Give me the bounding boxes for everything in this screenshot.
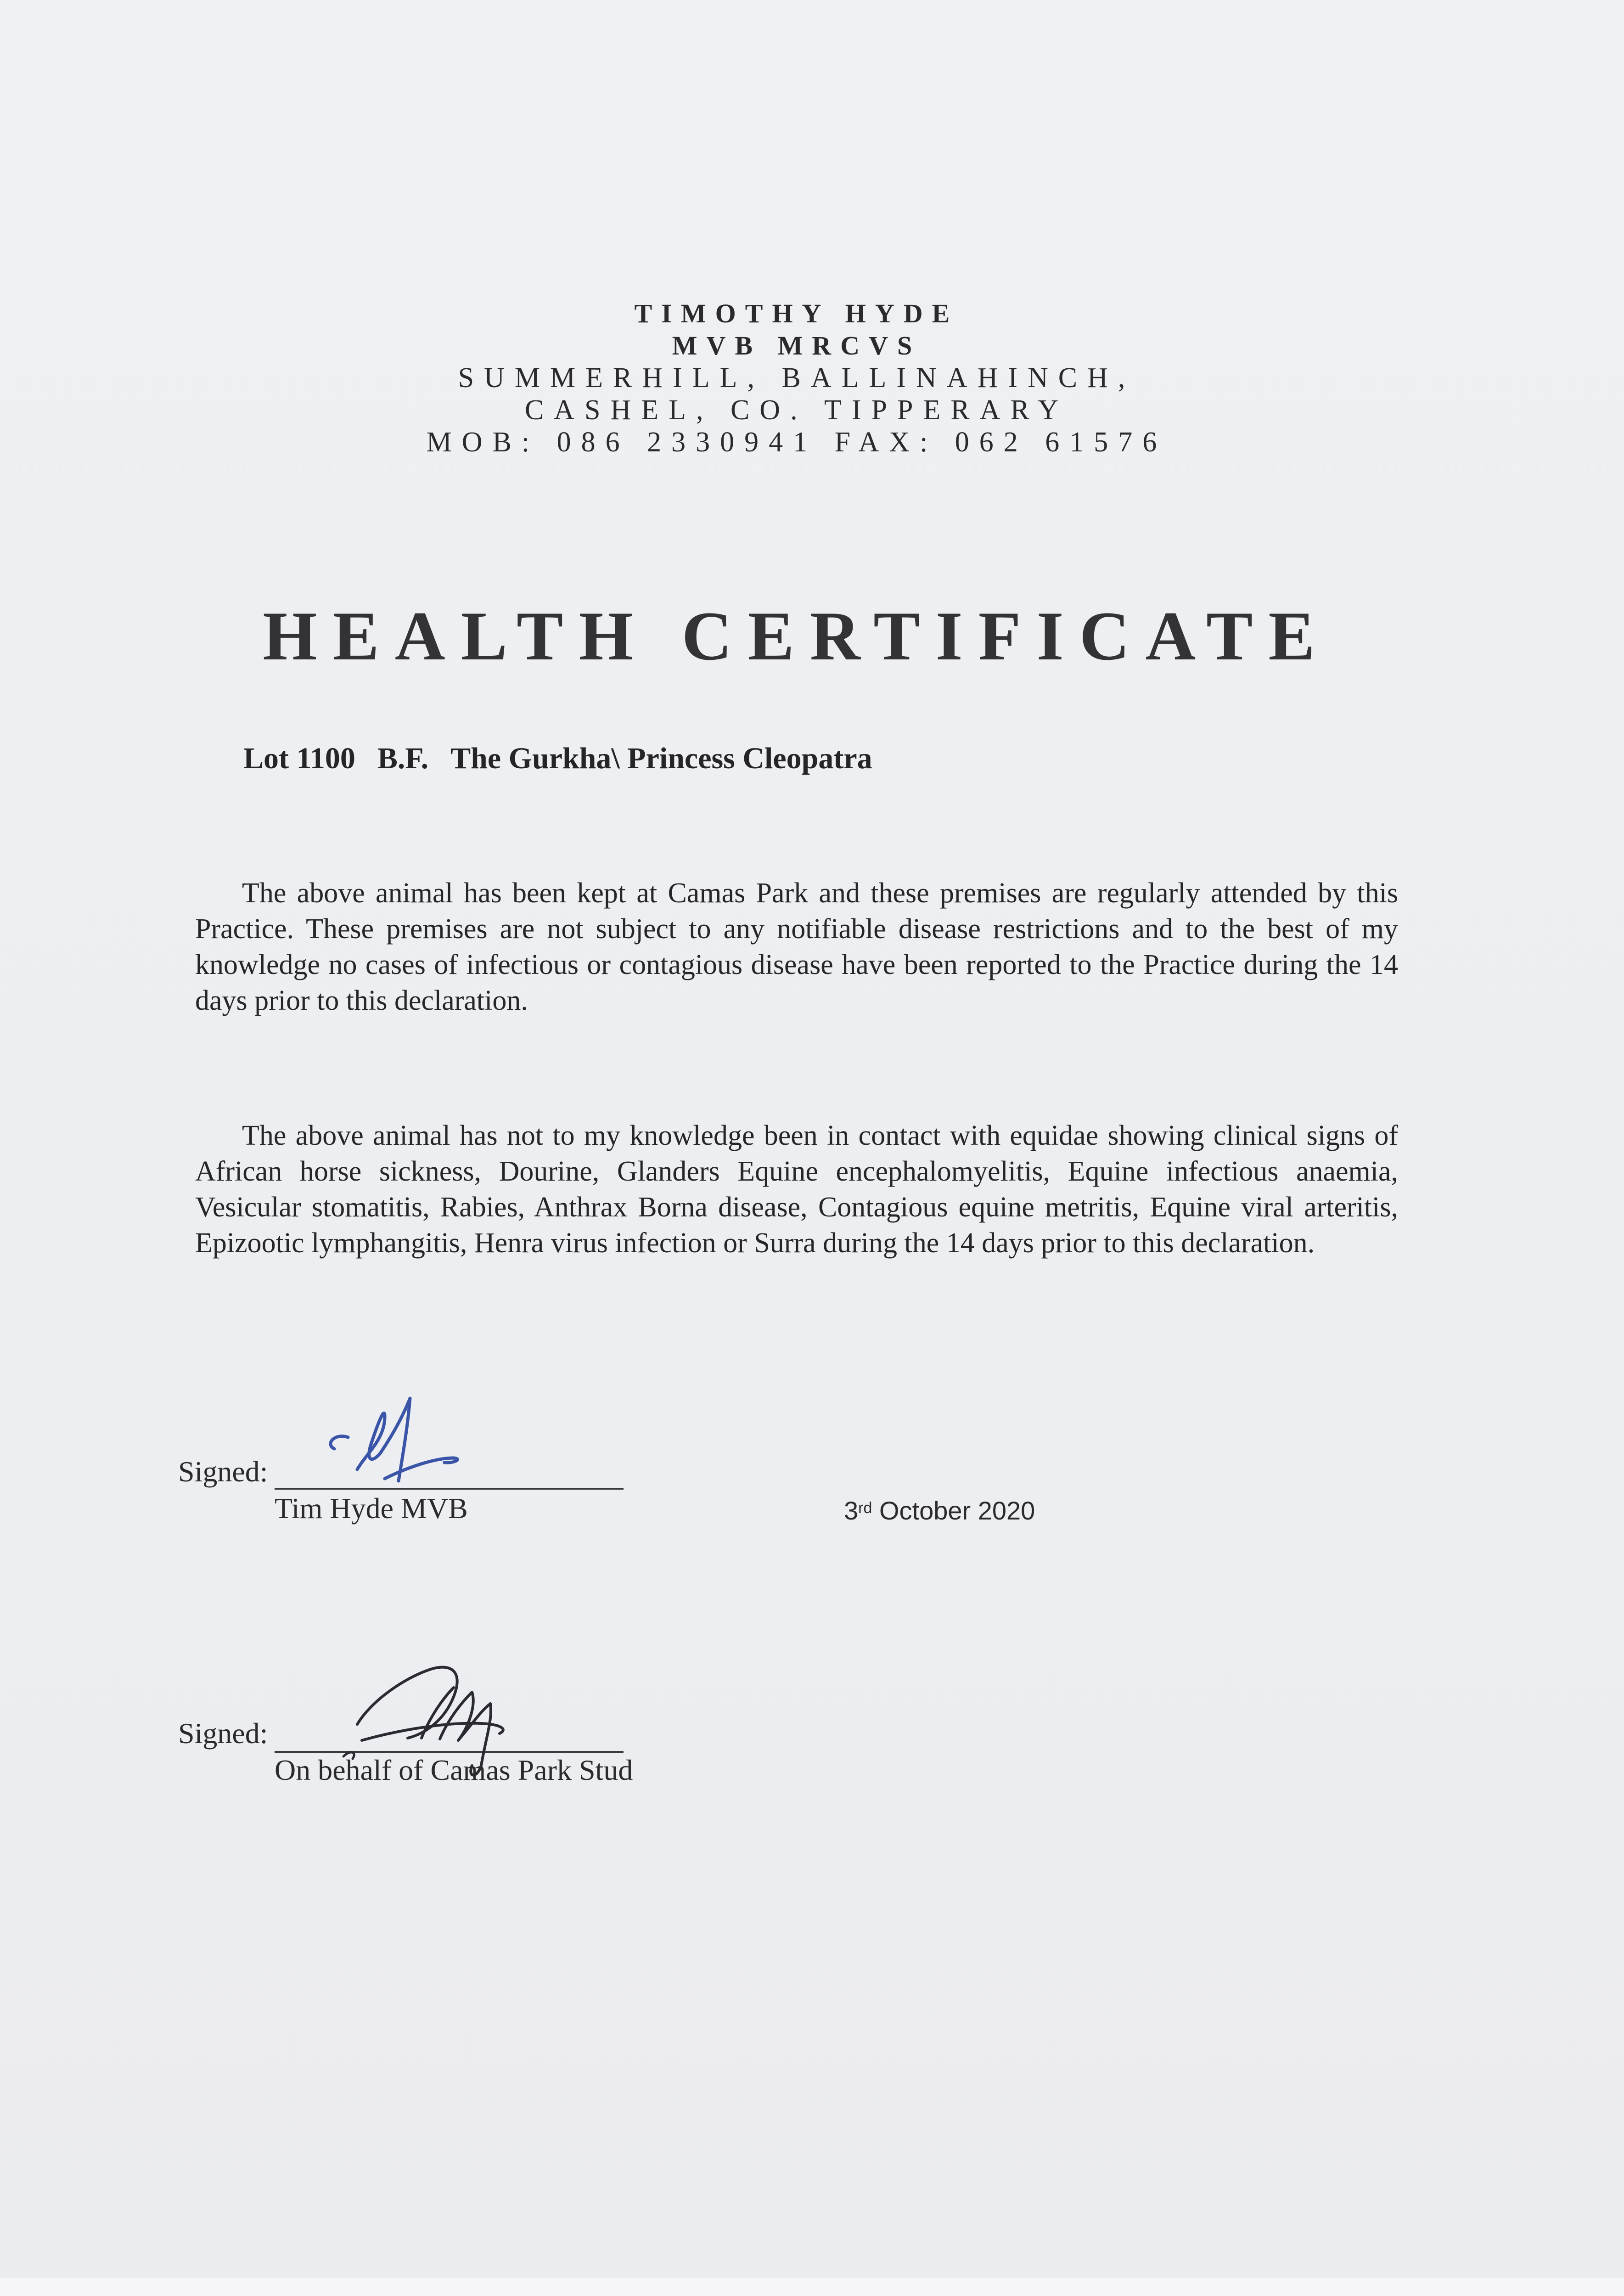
practitioner-qualifications: MVB MRCVS [672,331,922,360]
vet-name: Tim Hyde MVB [275,1492,468,1525]
contact-numbers: MOB: 086 2330941 FAX: 062 61576 [426,427,1167,458]
date-day: 3 [844,1496,859,1525]
lot-description: B.F. [377,742,429,775]
signed-label: Signed: [178,1455,268,1488]
lot-heading [243,740,894,777]
certificate-date [844,1495,1035,1527]
declaration-paragraph-1 [195,875,1398,1019]
lot-number: Lot 1100 [243,742,355,775]
date-suffix: rd [858,1499,872,1517]
address-line-2: CASHEL, CO. TIPPERARY [524,394,1069,426]
practitioner-name: TIMOTHY HYDE [634,298,959,328]
letterhead [0,298,1593,458]
signed-label: Signed: [178,1717,268,1750]
lot-pedigree: The Gurkha\ Princess Cleopatra [450,742,872,775]
stud-signer-name: On behalf of Camas Park Stud [275,1754,633,1786]
document-title: HEALTH CERTIFICATE [263,597,1331,675]
address-line-1: SUMMERHILL, BALLINAHINCH, [458,362,1135,394]
paragraph-2-text: The above animal has not to my knowledge been in contact with equidae showing clinical signs of African horse sickness, Dourine, Glanders Equine encephalomyelitis, Equine infectious anaemia, Vesicular stomatitis, Rabies, Anthrax Borna disease, Contagious equine metritis, Equine viral arteritis, Epizootic lymphangitis, Henra virus infection or Surra during the 14 days prior to this declaration. [195,1120,1398,1259]
scan-bottom-edge [0,2278,1624,2296]
paragraph-1-text: The above animal has been kept at Camas Park and these premises are regularly attended by this Practice. These premises are not subject to any notifiable disease restrictions and to the best of my knowledge no cases of infectious or contagious disease have been reported to the Practice during the 14 days prior to this declaration. [195,878,1398,1016]
declaration-paragraph-2 [195,1118,1398,1261]
date-month-year: October 2020 [879,1496,1035,1525]
